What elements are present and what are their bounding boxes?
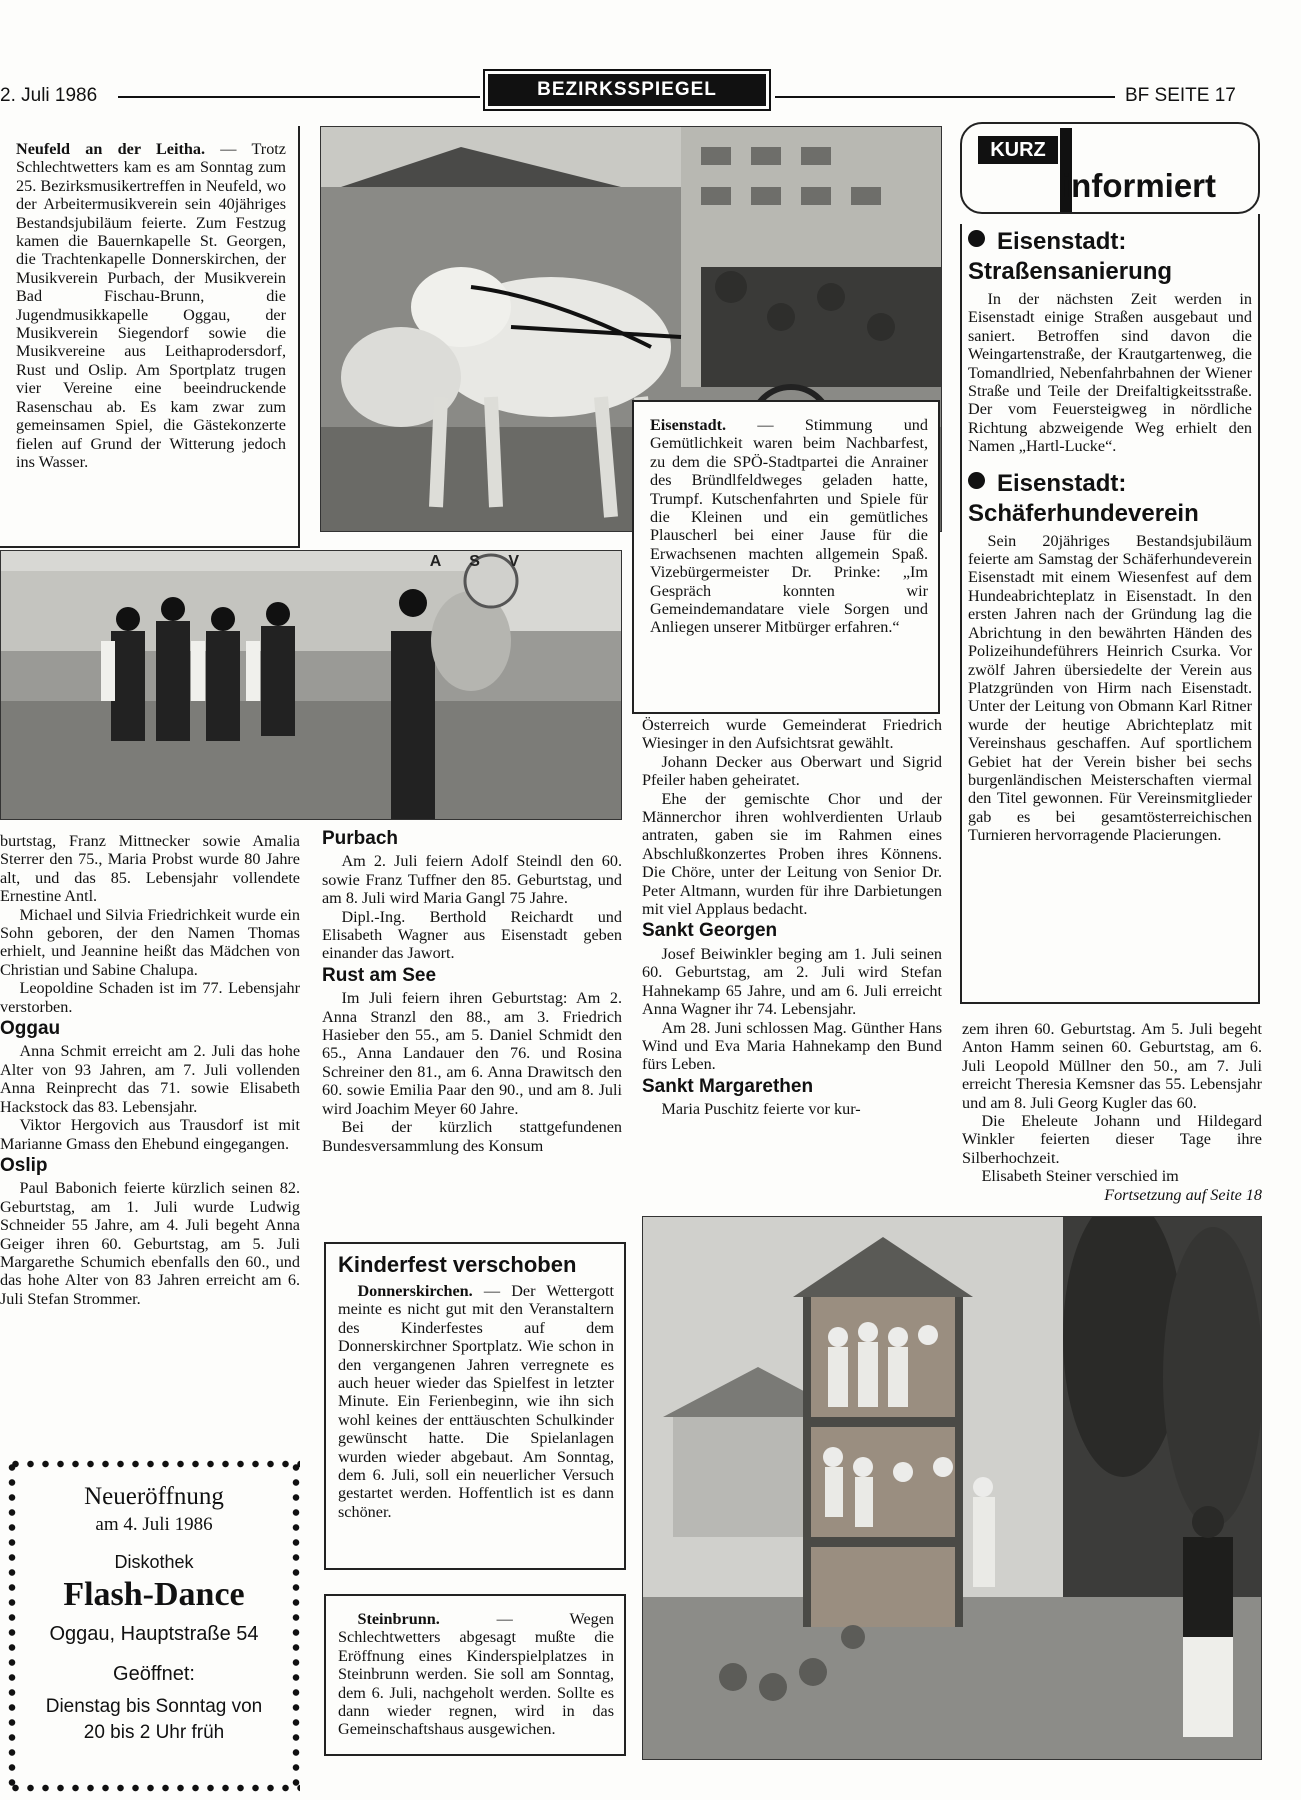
page-number: BF SEITE 17 [1125, 85, 1236, 106]
col1-para: Paul Babonich feierte kürzlich seinen 82. Geburtstag, am 1. Juli wurde Ludwig Schneider 55 Jahre, am 4. Juli begeht Anna Geiger ihren 60. Geburtstag, am 5. Juli Margarethe Schumich ebenfalls den 60., und das hohe Alter von 83 Jahren erreicht am 6. Juli Stefan Strommer. [0, 1179, 300, 1308]
heading-oslip: Oslip [0, 1154, 48, 1176]
kurz-item-title [968, 228, 1252, 256]
eisenstadt-lead: Eisenstadt. [650, 416, 727, 434]
steinbrunn-article [324, 1594, 626, 1756]
ad-border-bottom [8, 1784, 300, 1792]
ad-venue: Flash-Dance [63, 1576, 245, 1613]
col3-para: Österreich wurde Gemeinderat Friedrich Wiesinger in den Aufsichtsrat gewählt. [642, 716, 942, 753]
kinderfest-lead: Donnerskirchen. [357, 1282, 473, 1300]
col3-para: Ehe der gemischte Chor und der Männerchor ihren wohlverdienten Urlaub antraten, gaben sie im Rahmen eines Abschlußkonzertes Proben ihres Könnens. Die Chöre, unter der Leitung von Senior Dr. Peter Altmann, wurden für ihre Darbietungen mit viel Applaus bedacht. [642, 789, 942, 919]
marching-band-photo [0, 550, 622, 820]
ad-hours-label: Geöffnet: [113, 1663, 195, 1685]
col2-para: Am 2. Juli feiern Adolf Steindl den 60. sowie Franz Tuffner den 85. Geburtstag, und am 8. Juli wird Maria Gangl 75 Jahre. [322, 852, 622, 908]
kurz-item-subtitle: Schäferhundeverein [968, 499, 1199, 527]
col4-para: zem ihren 60. Geburtstag. Am 5. Juli begeht Anton Hamm seinen 60. Geburtstag, am 6. Juli Leopold Müllner den 50., am 7. Juli erreicht Theresia Kemsner das 55. Lebensjahr und am 8. Juli Georg Kugler das 60. [962, 1020, 1262, 1112]
informiert-label: informiert [1062, 167, 1217, 204]
col4-para: Elisabeth Steiner verschied im [981, 1167, 1179, 1186]
heading-purbach: Purbach [322, 828, 399, 849]
kurz-item-title [968, 470, 1252, 498]
header-rule-left [118, 96, 480, 98]
continued-note: Fortsetzung auf Seite 18 [1104, 1185, 1262, 1204]
col3-para: Am 28. Juni schlossen Mag. Günther Hans Wind und Eva Maria Hahnekamp den Bund fürs Leben. [642, 1018, 942, 1074]
bullet-icon [968, 230, 985, 247]
col2-para: Dipl.-Ing. Berthold Reichardt und Elisabeth Wagner aus Eisenstadt geben einander das Jawort. [322, 907, 622, 963]
heading-oggau: Oggau [0, 1018, 61, 1040]
heading-sankt-margarethen: Sankt Margarethen [642, 1075, 814, 1097]
diskothek-ad [16, 1482, 292, 1746]
kinderfest-title: Kinderfest verschoben [338, 1252, 577, 1277]
kurz-item-title-line1: Eisenstadt: [997, 469, 1127, 497]
kinderfest-article [324, 1242, 626, 1570]
neufeld-lead: Neufeld an der Leitha. [16, 140, 206, 158]
col3-para: Johann Decker aus Oberwart und Sigrid Pfeiler haben geheiratet. [642, 752, 942, 790]
kurz-column-rule-right [1258, 214, 1260, 1004]
kurz-column [968, 228, 1252, 845]
kurz-item-text: Sein 20jähriges Bestandsjubiläum feierte am Samstag der Schäferhundeverein Eisenstadt mit einem Wiesenfest auf dem Hundeabrichteplatz in Eisenstadt. In den ersten Jahren nach der Gründung lag die Abrichtung in den bewährten Händen des Polizeihundeführers Heinrich Csurka. Vor zwölf Jahren übersiedelte der Verein aus Platzgründen von Hirm nach Eisenstadt. Unter der Leitung von Obmann Karl Ritner wurde der heutige Abrichteplatz mit Vereinshaus geschaffen. Auf sportlichem Gebiet hat der Verein bisher bei sechs burgenländischen Meisterschaften viermal den Titel gewonnen. Für Vereinsmitglieder gab es bei gesamtösterreichischen Turnieren hervorragende Placierungen. [968, 531, 1252, 845]
heading-sankt-georgen: Sankt Georgen [642, 920, 778, 942]
neufeld-article [0, 126, 300, 548]
ad-address: Oggau, Hauptstraße 54 [49, 1623, 259, 1645]
kurz-informiert-header [960, 122, 1260, 214]
ad-border-top [8, 1460, 300, 1468]
kurz-column-rule [960, 224, 962, 1004]
ad-border-right [292, 1460, 300, 1792]
heading-rust: Rust am See [322, 964, 437, 986]
eisenstadt-article [632, 400, 940, 714]
col3-para: Josef Beiwinkler beging am 1. Juli seinen 60. Geburtstag, am 2. Juli wird Stefan Hahnekamp 65 Jahre, und am 6. Juli erreicht Anna Wagner ihr 74. Lebensjahr. [642, 944, 942, 1019]
playground-photo [642, 1216, 1262, 1760]
ad-border-left [8, 1460, 16, 1792]
column-3 [642, 716, 942, 1119]
col2-para: Bei der kürzlich stattgefundenen Bundesversammlung des Konsum [322, 1118, 622, 1155]
col2-para: Im Juli feiern ihren Geburtstag: Am 2. Anna Stranzl den 88., am 3. Friedrich Hasieber den 55., am 5. Daniel Schmidt den 65., Anna Landauer den 76. und Rosina Schreiner den 81., am 6. Anna Drawitsch den 60. sowie Emilia Paar den 90., und am 8. Juli wird Joachim Meyer 60 Jahre. [322, 989, 622, 1118]
neufeld-text: — Trotz Schlechtwetters kam es am Sonntag zum 25. Bezirksmusikertreffen in Neufeld, wo der Arbeitermusikverein sein 40jähriges Bestandsjubiläum feierte. Zum Festzug kamen die Bauernkapelle St. Georgen, die Trachtenkapelle Donnerskirchen, der Musikverein Purbach, der Musikverein Bad Fischau-Brunn, die Jugendmusikkapelle Oggau, der Musikverein Siegendorf sowie die Musikvereine aus Leithaprodersdorf, Rust und Oslip. Am Sportplatz trugen vier Vereine eine beeindruckende Rasenschau ab. Es kam zwar zum gemeinsamen Spiel, die Gästekonzerte fielen auf Grund der Witterung jedoch ins Wasser. [16, 140, 286, 471]
issue-date: 2. Juli 1986 [0, 85, 98, 106]
column-4 [962, 1020, 1262, 1204]
col1-para: Leopoldine Schaden ist im 77. Lebensjahr verstorben. [0, 979, 300, 1016]
column-2 [322, 830, 622, 1155]
asv-sign: A S V [429, 553, 531, 570]
header-rule-right [775, 96, 1115, 98]
ad-headline: Neueröffnung [84, 1483, 224, 1510]
bullet-icon [968, 472, 985, 489]
steinbrunn-text: — Wegen Schlechtwetters abgesagt mußte die Eröffnung eines Kinderspielplatzes in Steinbrunn werden. Sie soll am Sonntag, dem 6. Juli, nachgeholt werden. Sollte es dann wieder regnen, wird in das Gemeinschaftshaus ausgewichen. [338, 1610, 614, 1739]
col3-para: Maria Puschitz feierte vor kur- [661, 1100, 861, 1119]
ad-type: Diskothek [114, 1552, 194, 1572]
col1-para: burtstag, Franz Mittnecker sowie Amalia Sterrer den 75., Maria Probst wurde 80 Jahre alt, und das 85. Lebensjahr vollendete Ernestine Antl. [0, 832, 300, 906]
ad-date: am 4. Juli 1986 [95, 1514, 213, 1535]
kurz-label: KURZ [978, 136, 1058, 164]
ad-hours-time: 20 bis 2 Uhr früh [83, 1722, 225, 1743]
kurz-item-text: In der nächsten Zeit werden in Eisenstadt einige Straßen ausgebaut und saniert. Betroffen sind davon die Weingartenstraße, der Krautgartenweg, die Tomandlried, Nebenfahrbahnen der Wiener Straße und Teile der Dreifaltigkeitsstraße. Der vom Feuersteigweg in nördliche Richtung abzweigende Weg erhielt den Namen „Hartl-Lucke“. [968, 290, 1252, 456]
kurz-column-rule-bottom [960, 1002, 1260, 1004]
col4-para: Die Eheleute Johann und Hildegard Winkler feierten dieser Tage ihre Silberhochzeit. [962, 1112, 1262, 1167]
col1-para: Anna Schmit erreicht am 2. Juli das hohe Alter von 93 Jahren, am 7. Juli vollenden Anna Reinprecht das 71. sowie Elisabeth Hackstock das 83. Lebensjahr. [0, 1042, 300, 1116]
column-1 [0, 832, 300, 1308]
col1-para: Viktor Hergovich aus Trausdorf ist mit Marianne Gmass den Ehebund eingegangen. [0, 1116, 300, 1153]
steinbrunn-lead: Steinbrunn. [357, 1610, 440, 1628]
ad-hours-days: Dienstag bis Sonntag von [45, 1696, 263, 1717]
eisenstadt-text: — Stimmung und Gemütlichkeit waren beim Nachbarfest, zu dem die SPÖ-Stadtpartei die Anrainer des Bründlfeldweges geladen hatte, Trumpf. Kutschenfahrten und Spiele für die Kleinen und ein gemütliches Plauscherl bei einer Jause für die Erwachsenen machten allgemein Spaß. Vizebürgermeister Dr. Prinke: „Im Gespräch konnten wir Gemeindemandatare viele Sorgen und Anliegen unserer Mitbürger erfahren.“ [650, 416, 928, 637]
kinderfest-text: — Der Wettergott meinte es nicht gut mit den Veranstaltern des Kinderfestes auf dem Donnerskirchner Sportplatz. Wie schon in den vergangenen Jahren verregnete es auch heuer wieder das Spielfest in letzter Minute. Ein Ferienbeginn, wie ihn sich wohl keines der enttäuschten Schulkinder gewünscht hatte. Die Spielanlagen wurden wieder abgebaut. Am Sonntag, dem 6. Juli, soll ein neuerlicher Versuch gestartet werden. Hoffentlich ist es dann schöner. [338, 1282, 614, 1521]
col1-para: Michael und Silvia Friedrichkeit wurde ein Sohn geboren, der den Namen Thomas erhielt, und Jeannine heißt das Mädchen von Christian und Sabine Chalupa. [0, 905, 300, 979]
kurz-item-title-line1: Eisenstadt: [997, 228, 1127, 255]
kurz-item-subtitle: Straßensanierung [968, 258, 1173, 285]
section-label: BEZIRKSSPIEGEL [488, 74, 766, 106]
